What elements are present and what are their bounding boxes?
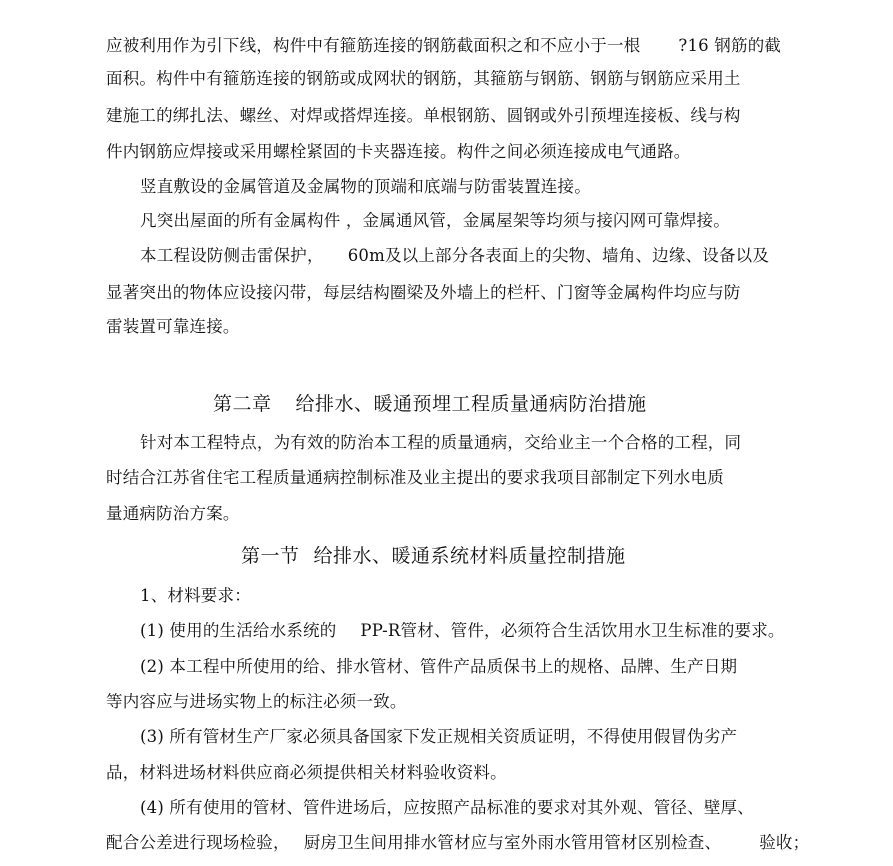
paragraph-line: 等内容应与进场实物上的标注必须一致。 [106, 692, 407, 711]
section-heading [241, 543, 626, 569]
text-segment: (1) 使用的生活给水系统的 [140, 621, 337, 640]
text-segment: 应被利用作为引下线，构件中有箍筋连接的钢筋截面积之和不应小于一根 [106, 36, 641, 55]
chapter-number: 第二章 [213, 393, 272, 415]
paragraph-line: 品，材料进场材料供应商必须提供相关材料验收资料。 [106, 763, 507, 782]
paragraph-line: 件内钢筋应焊接或采用螺栓紧固的卡夹器连接。构件之间必须连接成电气通路。 [106, 142, 691, 161]
paragraph-line [106, 35, 781, 57]
chapter-title: 给排水、暖通预埋工程质量通病防治措施 [295, 393, 647, 415]
text-segment: 60m及以上部分各表面上的尖物、墙角、边缘、设备以及 [347, 246, 770, 265]
paragraph-line: 雷装置可靠连接。 [106, 317, 240, 336]
chapter-heading [213, 391, 647, 417]
list-item [140, 620, 785, 642]
paragraph-line: 建施工的绑扎法、螺丝、对焊或搭焊连接。单根钢筋、圆钢或外引预埋连接板、线与构 [106, 106, 741, 125]
section-number: 第一节 [241, 545, 300, 567]
list-item: (4) 所有使用的管材、管件进场后，应按照产品标准的要求对其外观、管径、壁厚、 [140, 798, 754, 817]
paragraph-line: 面积。构件中有箍筋连接的钢筋或成网状的钢筋，其箍筋与钢筋、钢筋与钢筋应采用土 [106, 69, 741, 88]
paragraph-line: 竖直敷设的金属管道及金属物的顶端和底端与防雷装置连接。 [140, 177, 591, 196]
text-segment: 厨房卫生间用排水管材应与室外雨水管用管材区别检查、 [303, 833, 722, 852]
paragraph-line: 针对本工程特点，为有效的防治本工程的质量通病，交给业主一个合格的工程，同 [140, 433, 742, 452]
section-title: 给排水、暖通系统材料质量控制措施 [313, 545, 626, 567]
text-segment: PP-R管材、管件，必须符合生活饮用水卫生标准的要求。 [360, 621, 785, 640]
list-item: (3) 所有管材生产厂家必须具备国家下发正规相关资质证明，不得使用假冒伪劣产 [140, 727, 738, 746]
text-segment: 配合公差进行现场检验， [106, 833, 290, 852]
text-segment: 本工程设防侧击雷保护， [140, 246, 324, 265]
paragraph-line: 显著突出的物体应设接闪带，每层结构圈梁及外墙上的栏杆、门窗等金属构件均应与防 [106, 283, 741, 302]
paragraph-line [140, 245, 769, 267]
paragraph-line [106, 832, 809, 854]
paragraph-line: 时结合江苏省住宅工程质量通病控制标准及业主提出的要求我项目部制定下列水电质 [106, 468, 724, 487]
list-item: 1、材料要求： [140, 586, 251, 605]
list-item: (2) 本工程中所使用的给、排水管材、管件产品质保书上的规格、品牌、生产日期 [140, 657, 738, 676]
text-segment: 验收； [759, 833, 810, 852]
paragraph-line: 量通病防治方案。 [106, 504, 240, 523]
paragraph-line: 凡突出屋面的所有金属构件 ，金属通风管，金属屋架等均须与接闪网可靠焊接。 [140, 211, 730, 230]
text-segment: ?16 钢筋的截 [678, 36, 782, 55]
